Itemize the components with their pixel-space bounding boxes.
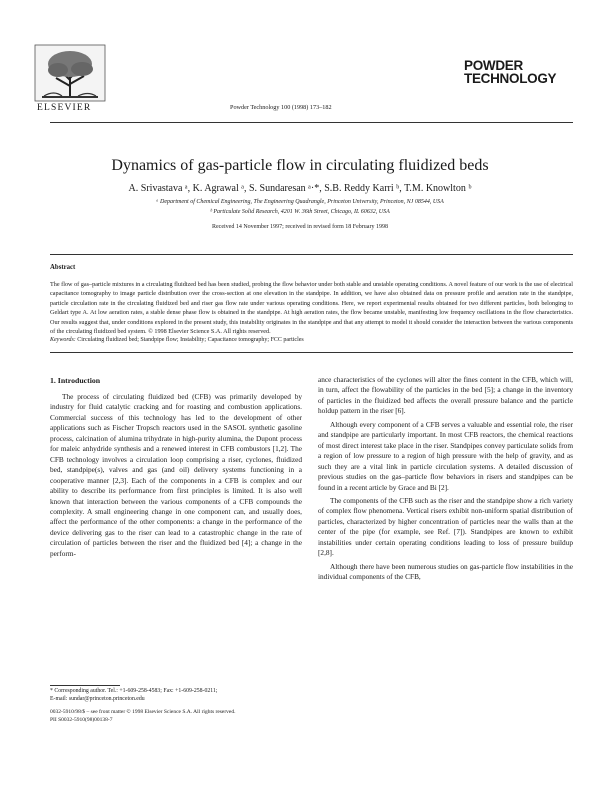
right-paragraph-4: Although there have been numerous studies on gas-particle flow instabilities in the individual components of the CFB, [318, 561, 573, 582]
left-column-text: The process of circulating fluidized bed (CFB) was primarily developed by industry for fluid catalytic cracking and for roasting and combustion applications. Commercial success of this technology has led to the development of other applications such as Fischer Tropsch reactors used in the SASOL synthetic gasoline process, calcination of alumina trihydrate in high-purity alumina, the Dupont process for maleic anhydride synthesis and a renewed interest in CFB combustors [1,2]. The CFB technology involves a circulation loop comprising a riser, cyclones, fluidized bed, standpipe(s), valves and gas (and oil) delivery systems functioning in a cooperative manner [2,3]. Each of the components in a CFB is complex and our ability to describe its performance from first principles is limited. It is also well known that interaction between the various components of a CFB compounds the complexity. A small engineering change in one component can, and usually does, affect the performance of the other components: a change in the performance of the device delivering gas to the riser can lead to a catastrophic change in the rate of circulation of particles between the riser and the fluidized bed [4]; a change in the perform- [50, 392, 302, 558]
journal-title [464, 60, 574, 85]
right-paragraph-3: The components of the CFB such as the riser and the standpipe show a rich variety of complex flow phenomena. Vertical risers exhibit non-uniform spatial distribution of particles, characterized by higher concentration of particles near the walls than at the center of the pipe (for example, see Ref. [7]). Standpipes are known to exhibit instabilities under certain operating conditions leading to loss of pressure buildup [2,8]. [318, 495, 573, 558]
right-paragraph-2: Although every component of a CFB serves a valuable and essential role, the riser and standpipe are particularly important. In most CFB reactors, the chemical reactions of most direct interest take place in the riser. Standpipes convey particulate solids from a region of low pressure to a region of high pressure with the help of gravity, and as such they are a vital link in particle circulation systems. A detailed discussion of previous studies on the gas–particle flow behaviors in risers and standpipes can be found in a recent article by Grace and Bi [2]. [318, 419, 573, 492]
author-list: A. Srivastava ᵃ, K. Agrawal ᵃ, S. Sundaresan ᵃ·*, S.B. Reddy Karri ᵇ, T.M. Knowlton ᵇ [128, 183, 472, 194]
publisher-name: ELSEVIER [37, 103, 92, 113]
abstract-top-rule [50, 254, 573, 255]
email-note: E-mail: sundar@princeton.princeton.edu [50, 696, 145, 702]
journal-citation: Powder Technology 100 (1998) 173–182 [230, 104, 332, 111]
journal-title-line2: TECHNOLOGY [464, 70, 557, 86]
received-dates: Received 14 November 1997; received in revised form 18 February 1998 [212, 224, 388, 230]
right-column [318, 375, 573, 583]
abstract-text: The flow of gas–particle mixtures in a circulating fluidized bed has been studied, probing the flow behavior under both stable and unstable operating conditions. A novel feature of our work is the use of electrical capacitance tomography to image particle distribution over the cross-section at one elevation in the standpipe. In addition, we have also obtained data on pressure profile and aeration rate in the standpipe, particle circulation rate in the circulating fluidized bed and riser gas flow rate under various operating conditions. Here, we report experimental results obtained for two different particles, both belonging to Geldart type A. At low aeration rates, a stable dense phase flow is obtained in the standpipe. At high aeration rates, the flow became unstable, manifesting low frequency oscillations in the flow characteristics. Our results suggest that, under conditions explored in the present study, this instability originates in the standpipe and that any attempt to model it should consider the interaction between the various components of the circulating fluidized bed system. © 1998 Elsevier Science S.A. All rights reserved. [50, 281, 573, 336]
keywords-list: Circulating fluidized bed; Standpipe flow; Instability; Capacitance tomography; FCC particles [77, 337, 304, 343]
affiliation-b: ᵇ Particulate Solid Research, 4201 W. 36th Street, Chicago, IL 60632, USA [210, 209, 390, 215]
right-paragraph-1: ance characteristics of the cyclones will alter the fines content in the CFB, which will, in turn, affect the flowability of the particles in the bed [5]; a change in the inventory of particles in the fluidized bed affects the overall pressure balance and the particle holdup pattern in the riser [6]. [318, 375, 573, 416]
abstract-bottom-rule [50, 352, 573, 353]
footnote-rule [50, 685, 120, 686]
elsevier-tree-logo [34, 44, 106, 102]
abstract-heading: Abstract [50, 264, 76, 271]
affiliation-a: ᵃ Department of Chemical Engineering, The Engineering Quadrangle, Princeton University, Princeton, NJ 08544, USA [156, 199, 444, 205]
keywords-label: Keywords: [50, 337, 76, 343]
section-heading: 1. Introduction [50, 376, 101, 385]
corresponding-author-note: * Corresponding author. Tel.: +1-609-258-4583; Fax: +1-609-258-0211; [50, 688, 218, 694]
copyright-line: 0032-5910/98/$ – see front matter © 1998 Elsevier Science S.A. All rights reserved. [50, 709, 236, 715]
journal-title-line1: POWDER [464, 58, 523, 73]
article-title: Dynamics of gas-particle flow in circulating fluidized beds [111, 157, 489, 174]
keywords [50, 336, 573, 344]
header-rule [50, 122, 573, 123]
pii-line: PII S0032-5910(98)00138-7 [50, 717, 113, 723]
